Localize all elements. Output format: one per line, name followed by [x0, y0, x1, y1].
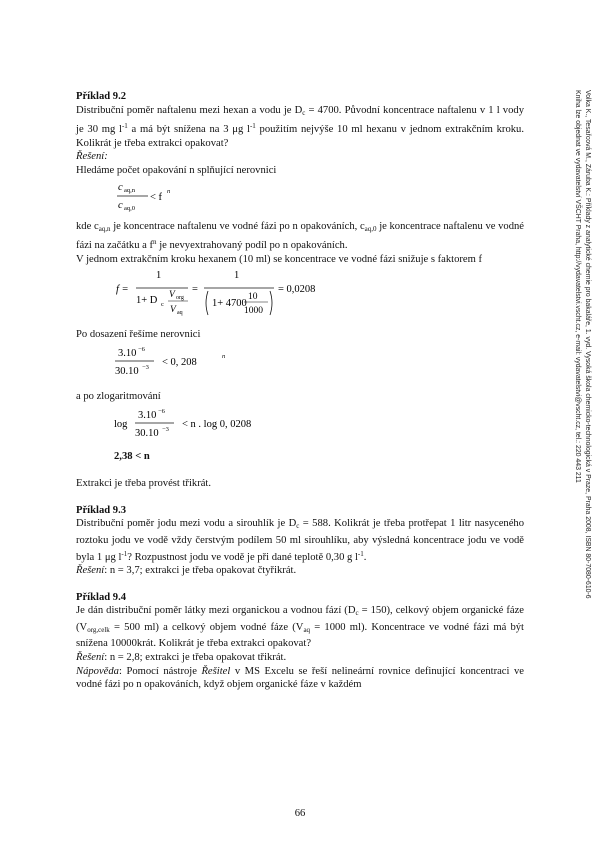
formula-text: n: [222, 352, 226, 360]
page-content: [76, 90, 524, 692]
page-number: 66: [294, 808, 306, 819]
text-run: = 4700. Původní koncentrace naftalenu v 1 l vody je 30 mg l: [76, 104, 524, 136]
text-run: .: [363, 551, 367, 563]
where-sentence: [76, 220, 524, 253]
inequality-svg: [116, 178, 236, 220]
formula-text: aq,n: [124, 186, 136, 194]
log-svg: [114, 404, 354, 444]
substituted-svg: [114, 342, 314, 382]
example-9-3-title: Příklad 9.3: [76, 504, 127, 516]
formula-text: = 0,0208: [278, 284, 316, 296]
formula-text: 30.10: [135, 427, 159, 439]
left-paren: [206, 291, 208, 315]
formula-text: 3.10: [118, 347, 137, 359]
subscript: aq,n: [98, 224, 111, 233]
subscript: c: [355, 609, 359, 618]
formula-text: 1: [156, 270, 162, 282]
spacer: [76, 578, 524, 591]
side-note-line-2: Kniha lze objednat ve vydavatelství VŠCHT Praha, http://vydavatelstvi.vscht.cz, e-mail: vydavatelstvi@vscht.cz, tel.: 220 443 211: [574, 90, 581, 483]
text-run: Distribuční poměr jodu mezi vodu a sirouhlík je D: [76, 518, 297, 530]
factor-svg: [116, 266, 376, 318]
formula-text: c: [118, 181, 123, 193]
superscript: -1: [121, 549, 128, 558]
formula-text: −3: [162, 425, 169, 433]
text-run: = 500 ml) a celkový objem vodné fáze (V: [109, 621, 304, 633]
subscript: c: [296, 522, 300, 531]
factor-formula: [76, 266, 524, 318]
formula-text: 1+ 4700: [212, 298, 247, 310]
formula-text: −6: [138, 345, 145, 353]
superscript: -1: [121, 122, 128, 131]
text-run: : n = 2,8; extrakci je třeba opakovat třikrát.: [104, 652, 287, 664]
text-run: je koncentrace naftalenu ve vodné fázi po n opakováních, c: [110, 220, 365, 232]
formula-text: 10: [248, 292, 258, 303]
inequality-formula: [76, 178, 524, 220]
spacer: [76, 491, 524, 504]
subscript: aq: [303, 625, 311, 634]
subscript: org,celk: [87, 625, 110, 634]
formula-text: 1000: [244, 306, 263, 317]
formula-text: aq,0: [124, 204, 136, 212]
spacer: [76, 463, 524, 477]
formula-text: c: [118, 199, 123, 211]
text-run: = 150), celkový objem organické fáze (V: [76, 605, 524, 633]
subscript: aq,0: [364, 224, 377, 233]
solution-label: Řešení: [76, 565, 105, 577]
right-paren: [270, 291, 272, 315]
formula-text: =: [192, 284, 198, 296]
text-run: Je dán distribuční poměr látky mezi organickou a vodnou fází (D: [76, 605, 356, 617]
text-run: ? Rozpustnost jodu ve vodě je při dané teplotě 0,30 g l: [127, 551, 358, 563]
example-9-2-problem: [76, 104, 524, 151]
spacer: [76, 382, 524, 390]
formula-text: V: [170, 305, 176, 316]
formula-text: V: [169, 290, 175, 301]
formula-text: < f: [150, 191, 163, 203]
formula-text: f =: [116, 284, 129, 296]
text-run: je nevyextrahovaný podíl po n opakováních.: [156, 240, 348, 252]
logarithm-sentence: a po zlogaritmování: [76, 390, 161, 402]
text-run: a má být snížena na 3 μg l: [127, 124, 250, 136]
formula-text: 1: [234, 270, 240, 282]
example-9-4-title: Příklad 9.4: [76, 591, 127, 603]
formula-text: −3: [142, 363, 149, 371]
text-run: = 1000 ml). Koncentrace ve vodné fázi má být snížena 10000krát. Kolikrát je třeba extrakci opakovat?: [76, 621, 524, 650]
formula-text: 1+ D: [136, 295, 158, 307]
subscript: c: [302, 108, 306, 117]
text-run: Distribuční poměr naftalenu mezi hexan a vodu je D: [76, 104, 303, 116]
result-line: 2,38 < n: [114, 450, 150, 462]
search-sentence: Hledáme počet opakování n splňující nerovnici: [76, 164, 277, 176]
text-run: = 588. Kolikrát je třeba protřepat 1 litr nasyceného roztoku jodu ve vodě vždy čerstvým podílem 50 ml sirouhlíku, aby výsledná koncentrace jodu ve vodě byla 1 μg l: [76, 518, 525, 563]
text-run: je koncentrace naftalenu ve vodné fázi na začátku a f: [76, 220, 525, 252]
formula-text: c: [161, 301, 164, 309]
text-run: v MS Excelu se řeší nelineární rovnice definující koncentraci ve vodné fázi po n opakováních, když objem organické fáze v každém: [76, 665, 524, 691]
log-inequality: [76, 404, 524, 444]
solution-label: Řešení: [76, 652, 105, 664]
formula-text: −6: [158, 407, 165, 415]
example-9-4-solution: [76, 651, 524, 665]
substituted-inequality: [76, 342, 524, 382]
formula-text: aq: [177, 310, 183, 317]
solution-label: Řešení:: [76, 151, 108, 163]
superscript: -1: [357, 549, 364, 558]
text-run: : n = 3,7; extrakci je třeba opakovat čtyřikrát.: [104, 565, 297, 577]
example-9-3-problem: [76, 517, 524, 564]
example-9-3-solution: [76, 564, 524, 578]
spacer: [76, 318, 524, 328]
formula-text: 30.10: [115, 365, 139, 377]
formula-text: log: [114, 418, 128, 430]
hint-label: Nápověda: [76, 665, 119, 677]
factor-sentence: V jednom extrakčním kroku hexanem (10 ml) se koncentrace ve vodné fázi snižuje s faktorem f: [76, 253, 483, 265]
superscript: -1: [249, 122, 256, 131]
conclusion-line: Extrakci je třeba provést třikrát.: [76, 478, 212, 490]
formula-text: < n . log 0, 0208: [182, 418, 252, 430]
substitution-sentence: Po dosazení řešíme nerovnici: [76, 329, 201, 341]
side-note-text: [572, 90, 592, 610]
side-note-line-1: Volka K., Tesařcová M., Záruba K.: Příklady z analytické chemie pro bakaláře, 1. vyd. Vysoká škola chemicko-technologická v Praze, Praha 2008, ISBN 80-7080-610-6: [584, 90, 591, 599]
formula-text: n: [167, 187, 171, 195]
text-run: : Pomocí nástroje: [118, 665, 202, 677]
formula-text: org: [176, 295, 184, 302]
side-note: [566, 90, 596, 610]
tool-name: Řešitel: [201, 665, 231, 677]
text-run: použitím nejvýše 10 ml hexanu v jednom extrakčním kroku. Kolikrát je třeba extrakci opakovat?: [76, 124, 524, 149]
text-run: kde c: [76, 220, 99, 232]
example-9-2-title: Příklad 9.2: [76, 91, 127, 102]
formula-text: < 0, 208: [162, 356, 197, 368]
example-9-4-hint: [76, 665, 524, 692]
example-9-4-problem: [76, 604, 524, 651]
superscript: n: [153, 238, 157, 247]
formula-text: 3.10: [138, 409, 157, 421]
